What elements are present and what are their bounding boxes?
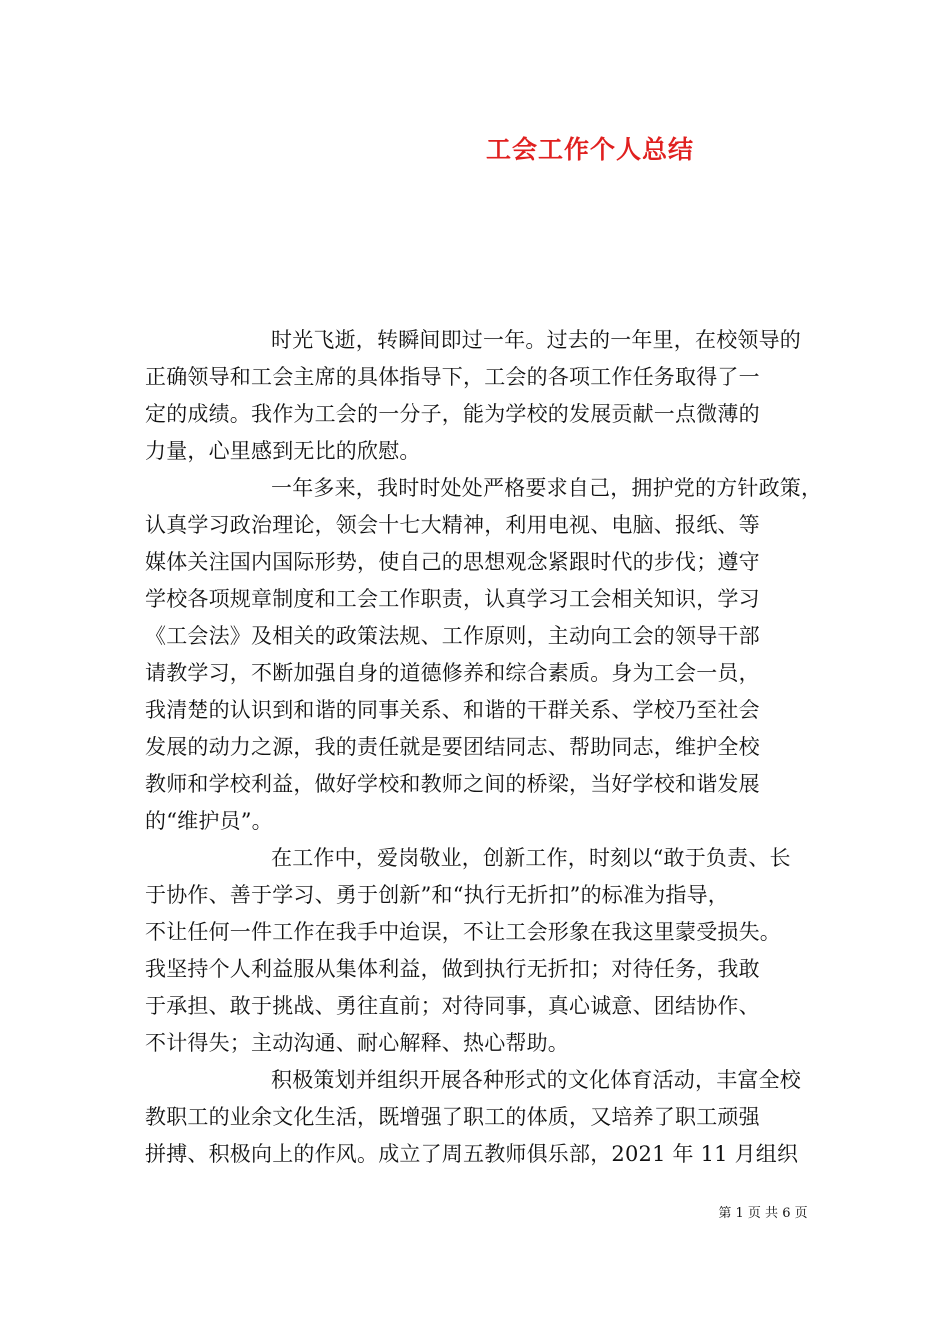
paragraph-1: [145, 322, 813, 470]
paragraph-line: 不让任何一件工作在我手中迨误，不让工会形象在我这里蒙受损失。: [145, 920, 781, 944]
paragraph-line: 力量，心里感到无比的欣慰。: [145, 439, 421, 463]
document-title: 工会工作个人总结: [485, 135, 694, 164]
paragraph-line: 积极策划并组织开展各种形式的文化体育活动，丰富全校: [271, 1068, 801, 1092]
paragraph-line: 学校各项规章制度和工会工作职责，认真学习工会相关知识，学习: [145, 587, 760, 611]
paragraph-3: [145, 840, 813, 1062]
paragraph-line: 时光飞逝，转瞬间即过一年。过去的一年里，在校领导的: [271, 328, 801, 352]
paragraph-2: [145, 470, 823, 840]
paragraph-line: 正确领导和工会主席的具体指导下，工会的各项工作任务取得了一: [145, 365, 760, 389]
paragraph-line: 的“维护员”。: [145, 809, 273, 833]
paragraph-line: 在工作中，爱岗敬业，创新工作，时刻以“敢于负责、长: [271, 846, 791, 870]
paragraph-line: 认真学习政治理论，领会十七大精神，利用电视、电脑、报纸、等: [145, 513, 760, 537]
paragraph-line: 教师和学校利益，做好学校和教师之间的桥梁，当好学校和谐发展: [145, 772, 760, 796]
paragraph-4: [145, 1062, 813, 1173]
paragraph-line: 一年多来，我时时处处严格要求自己，拥护党的方针政策，: [271, 476, 823, 500]
paragraph-line: 拼搏、积极向上的作风。成立了周五教师俱乐部，2021 年 11 月组织: [145, 1142, 799, 1166]
paragraph-line: 于承担、敢于挑战、勇往直前；对待同事，真心诚意、团结协作、: [145, 994, 760, 1018]
paragraph-line: 定的成绩。我作为工会的一分子，能为学校的发展贡献一点微薄的: [145, 402, 760, 426]
paragraph-line: 媒体关注国内国际形势，使自己的思想观念紧跟时代的步伐；遵守: [145, 550, 760, 574]
page-number-footer: 第 1 页 共 6 页: [718, 1206, 808, 1221]
paragraph-line: 不计得失；主动沟通、耐心解释、热心帮助。: [145, 1031, 569, 1055]
paragraph-line: 于协作、善于学习、勇于创新”和“执行无折扣”的标准为指导，: [145, 883, 730, 907]
paragraph-line: 我清楚的认识到和谐的同事关系、和谐的干群关系、学校乃至社会: [145, 698, 760, 722]
paragraph-line: 教职工的业余文化生活，既增强了职工的体质，又培养了职工顽强: [145, 1105, 760, 1129]
paragraph-line: 《工会法》及相关的政策法规、工作原则，主动向工会的领导干部: [145, 624, 760, 648]
paragraph-line: 发展的动力之源，我的责任就是要团结同志、帮助同志，维护全校: [145, 735, 760, 759]
document-body: [145, 322, 823, 1173]
paragraph-line: 请教学习，不断加强自身的道德修养和综合素质。身为工会一员，: [145, 661, 760, 685]
paragraph-line: 我坚持个人利益服从集体利益，做到执行无折扣；对待任务，我敢: [145, 957, 760, 981]
